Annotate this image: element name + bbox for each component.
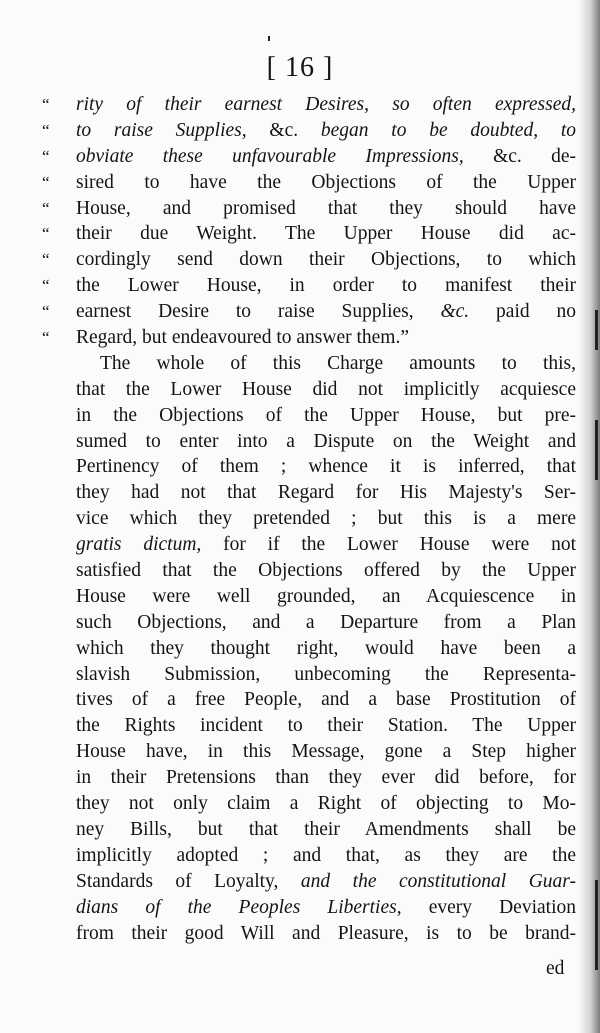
italic-text: dians of the Peoples Liberties, <box>76 896 402 918</box>
text-line <box>42 221 576 247</box>
italic-text: rity of their earnest Desires, so often expressed, <box>76 94 576 115</box>
text-segment: the Rights incident to their Station. The Upper <box>76 715 576 737</box>
text-line <box>76 791 576 817</box>
text-line <box>76 403 576 429</box>
quote-mark: “ <box>42 328 50 348</box>
text-line <box>76 869 576 895</box>
text-segment: implicitly adopted ; and that, as they are the <box>76 844 576 866</box>
italic-text: began to be doubted, to <box>320 119 577 141</box>
text-segment: that the Lower House did not implicitly acquiesce <box>76 378 576 400</box>
quote-mark: “ <box>42 172 50 192</box>
text-segment: for if the Lower House were not <box>201 534 576 556</box>
text-segment: paid no <box>469 301 576 323</box>
text-line <box>76 662 576 688</box>
page-edge-mark <box>595 310 598 350</box>
text-line <box>42 144 576 170</box>
italic-text: and the constitutional Guar- <box>300 870 576 892</box>
text-line <box>76 921 576 947</box>
text-segment: slavish Submission, unbecoming the Representa- <box>76 663 576 685</box>
text-segment: they had not that Regard for His Majesty's Ser- <box>76 482 576 504</box>
quote-mark: “ <box>42 302 50 322</box>
text-line <box>42 273 576 299</box>
text-line <box>76 351 576 377</box>
text-segment: satisfied that the Objections offered by the Upper <box>76 560 576 582</box>
text-line <box>76 454 576 480</box>
text-line <box>76 429 576 455</box>
quote-mark: “ <box>42 250 50 270</box>
print-mark <box>268 36 270 41</box>
text-line <box>76 480 576 506</box>
quote-mark: “ <box>42 276 50 296</box>
quote-mark: “ <box>42 224 50 244</box>
page-number: [ 16 ] <box>266 52 334 83</box>
text-line <box>76 843 576 869</box>
text-segment: The whole of this Charge amounts to this, <box>100 352 576 374</box>
italic-text: gratis dictum, <box>76 534 202 556</box>
text-line <box>42 170 576 196</box>
page-edge-mark <box>595 420 598 480</box>
text-segment: sired to have the Objections of the Upper <box>76 171 576 193</box>
page-edge-shadow <box>578 0 600 1033</box>
text-segment: they not only claim a Right of objecting to Mo- <box>76 793 576 815</box>
text-line <box>76 713 576 739</box>
quote-mark: “ <box>42 120 50 140</box>
text-line <box>76 636 576 662</box>
text-segment: in their Pretensions than they ever did before, for <box>76 767 576 789</box>
text-segment: earnest Desire to raise Supplies, <box>76 301 441 323</box>
catchword: ed <box>546 958 565 979</box>
text-segment: tives of a free People, and a base Prostitution of <box>76 689 576 711</box>
italic-text: obviate these unfavourable Impressions, <box>76 145 494 167</box>
text-line <box>76 610 576 636</box>
text-line <box>42 118 577 144</box>
text-segment: House have, in this Message, gone a Step higher <box>76 741 576 763</box>
text-segment: &c. de- <box>493 145 576 167</box>
text-segment: Regard, but endeavoured to answer them.” <box>76 327 410 349</box>
text-line <box>76 532 576 558</box>
text-segment: sumed to enter into a Dispute on the Weight and <box>76 430 576 452</box>
text-segment: vice which they pretended ; but this is a mere <box>76 508 576 530</box>
text-segment: from their good Will and Pleasure, is to be brand- <box>76 922 576 944</box>
text-line <box>76 506 576 532</box>
text-segment: which they thought right, would have been a <box>76 637 576 659</box>
page-edge-mark <box>595 880 598 970</box>
italic-text: to raise Supplies, <box>76 119 270 141</box>
text-line <box>42 325 576 351</box>
text-segment: every Deviation <box>401 896 576 918</box>
text-line <box>42 196 576 222</box>
italic-text: &c. <box>440 301 470 323</box>
text-segment: House, and promised that they should have <box>76 197 576 219</box>
body-text <box>42 92 577 946</box>
text-segment: House were well grounded, an Acquiescence in <box>76 585 576 607</box>
text-segment: such Objections, and a Departure from a Plan <box>76 611 576 633</box>
text-line <box>76 687 576 713</box>
text-line <box>76 558 576 584</box>
text-line <box>76 895 576 921</box>
text-segment: in the Objections of the Upper House, but pre- <box>76 404 576 426</box>
text-segment: Pertinency of them ; whence it is inferred, that <box>76 456 576 478</box>
text-segment: cordingly send down their Objections, to which <box>76 249 576 271</box>
text-segment: ney Bills, but that their Amendments shall be <box>76 818 576 840</box>
text-line <box>42 92 576 118</box>
text-line <box>76 765 576 791</box>
text-line <box>76 584 576 610</box>
text-line <box>76 377 576 403</box>
text-line <box>76 739 576 765</box>
quote-mark: “ <box>42 95 50 114</box>
text-line <box>76 817 576 843</box>
text-segment: the Lower House, in order to manifest their <box>76 275 576 297</box>
text-line <box>42 299 576 325</box>
text-segment: Standards of Loyalty, <box>76 870 301 892</box>
quote-mark: “ <box>42 146 50 166</box>
text-segment: &c. <box>269 119 321 141</box>
text-segment: their due Weight. The Upper House did ac- <box>76 223 576 245</box>
quote-mark: “ <box>42 198 50 218</box>
text-line <box>42 247 576 273</box>
